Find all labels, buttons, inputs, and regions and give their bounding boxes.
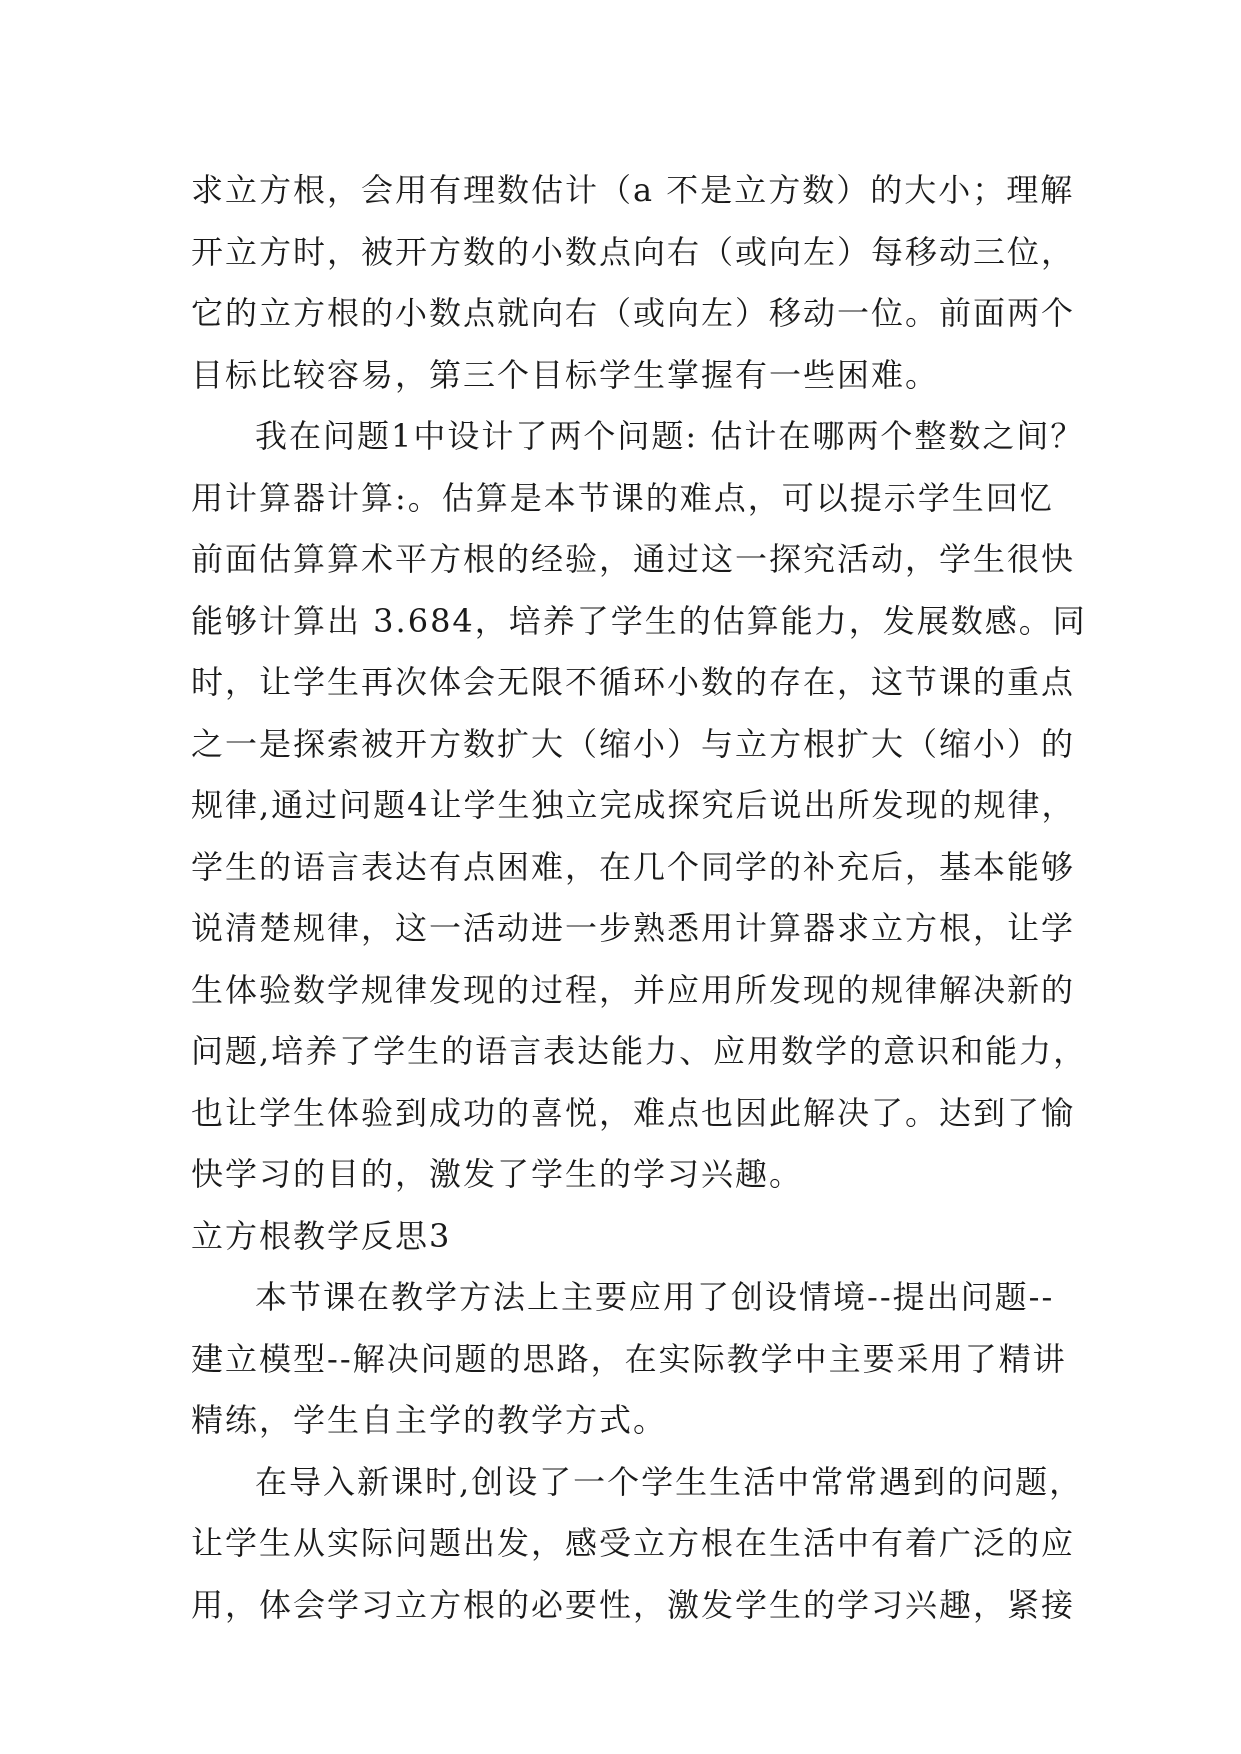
text-line: 说清楚规律，这一活动进一步熟悉用计算器求立方根，让学 [191, 909, 1076, 947]
text-line: 用计算器计算:。估算是本节课的难点，可以提示学生回忆 [191, 478, 1054, 517]
text-line: 也让学生体验到成功的喜悦，难点也因此解决了。达到了愉 [191, 1093, 1076, 1132]
text-line: 求立方根，会用有理数估计（a 不是立方数）的大小；理解 [191, 171, 1075, 209]
text-line: 开立方时，被开方数的小数点向右（或向左）每移动三位， [191, 232, 1076, 271]
text-line: 用，体会学习立方根的必要性，激发学生的学习兴趣，紧接 [191, 1585, 1076, 1624]
text-line: 能够计算出 3.684，培养了学生的估算能力，发展数感。同 [191, 601, 1087, 640]
text-line: 前面估算算术平方根的经验，通过这一探究活动，学生很快 [191, 540, 1076, 578]
text-line: 精练，学生自主学的教学方式。 [191, 1401, 668, 1439]
document-body [191, 160, 1088, 1636]
text-line: 问题,培养了学生的语言表达能力、应用数学的意识和能力， [191, 1032, 1088, 1070]
paragraph-first-line: 本节课在教学方法上主要应用了创设情境--提出问题-- [255, 1278, 1055, 1316]
text-line: 之一是探索被开方数扩大（缩小）与立方根扩大（缩小）的 [191, 724, 1076, 763]
text-line: 快学习的目的，激发了学生的学习兴趣。 [191, 1155, 804, 1193]
text-line: 建立模型--解决问题的思路，在实际教学中主要采用了精讲 [191, 1339, 1067, 1378]
text-line: 让学生从实际问题出发，感受立方根在生活中有着广泛的应 [191, 1524, 1076, 1562]
paragraph-first-line: 在导入新课时,创设了一个学生生活中常常遇到的问题， [255, 1462, 1084, 1501]
text-line: 学生的语言表达有点困难，在几个同学的补充后，基本能够 [191, 847, 1076, 886]
section-heading: 立方根教学反思3 [191, 1216, 452, 1255]
text-line: 它的立方根的小数点就向右（或向左）移动一位。前面两个 [191, 294, 1076, 332]
text-line: 目标比较容易，第三个目标学生掌握有一些困难。 [191, 355, 940, 394]
text-line: 时，让学生再次体会无限不循环小数的存在，这节课的重点 [191, 663, 1076, 701]
paragraph-first-line: 我在问题1中设计了两个问题: 估计在哪两个整数之间？ [255, 417, 1085, 455]
text-line: 规律,通过问题4让学生独立完成探究后说出所发现的规律， [191, 786, 1076, 824]
text-line: 生体验数学规律发现的过程，并应用所发现的规律解决新的 [191, 970, 1076, 1009]
